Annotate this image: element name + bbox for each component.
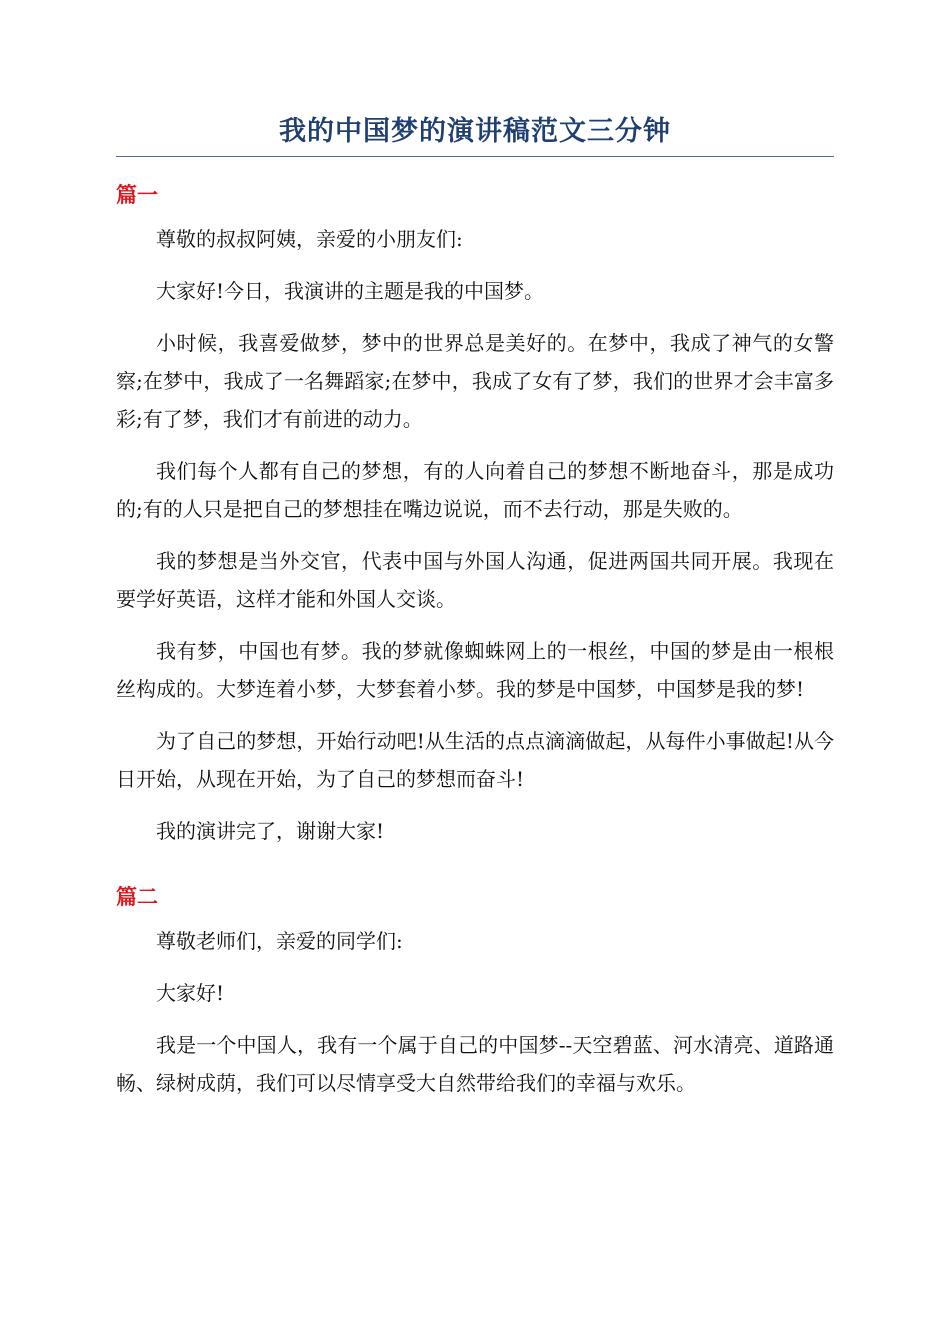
document-title: 我的中国梦的演讲稿范文三分钟: [116, 112, 834, 157]
paragraph: 小时候，我喜爱做梦，梦中的世界总是美好的。在梦中，我成了神气的女警察;在梦中，我成了一名舞蹈家;在梦中，我成了女有了梦，我们的世界才会丰富多彩;有了梦，我们才有前进的动力。: [116, 331, 834, 431]
paragraph: 为了自己的梦想，开始行动吧!从生活的点点滴滴做起，从每件小事做起!从今日开始，从现在开始，为了自己的梦想而奋斗!: [116, 729, 834, 791]
section-heading: 篇二: [116, 885, 158, 909]
paragraph: 我们每个人都有自己的梦想，有的人向着自己的梦想不断地奋斗，那是成功的;有的人只是把自己的梦想挂在嘴边说说，而不去行动，那是失败的。: [116, 459, 834, 521]
paragraph: 尊敬老师们，亲爱的同学们:: [156, 929, 403, 953]
document-page: [116, 112, 834, 1102]
paragraph: 大家好!今日，我演讲的主题是我的中国梦。: [156, 279, 545, 303]
section-heading: 篇一: [116, 183, 158, 207]
paragraph: 我是一个中国人，我有一个属于自己的中国梦--天空碧蓝、河水清亮、道路通畅、绿树成荫，我们可以尽情享受大自然带给我们的幸福与欢乐。: [116, 1033, 834, 1095]
paragraph: 大家好!: [156, 981, 225, 1005]
paragraph: 我的演讲完了，谢谢大家!: [156, 819, 385, 843]
paragraph: 尊敬的叔叔阿姨，亲爱的小朋友们:: [156, 227, 463, 251]
paragraph: 我的梦想是当外交官，代表中国与外国人沟通，促进两国共同开展。我现在要学好英语，这样才能和外国人交谈。: [116, 549, 834, 611]
section-2: [116, 884, 834, 1102]
paragraph: 我有梦，中国也有梦。我的梦就像蜘蛛网上的一根丝，中国的梦是由一根根丝构成的。大梦连着小梦，大梦套着小梦。我的梦是中国梦，中国梦是我的梦!: [116, 639, 834, 701]
section-1: [116, 182, 834, 850]
